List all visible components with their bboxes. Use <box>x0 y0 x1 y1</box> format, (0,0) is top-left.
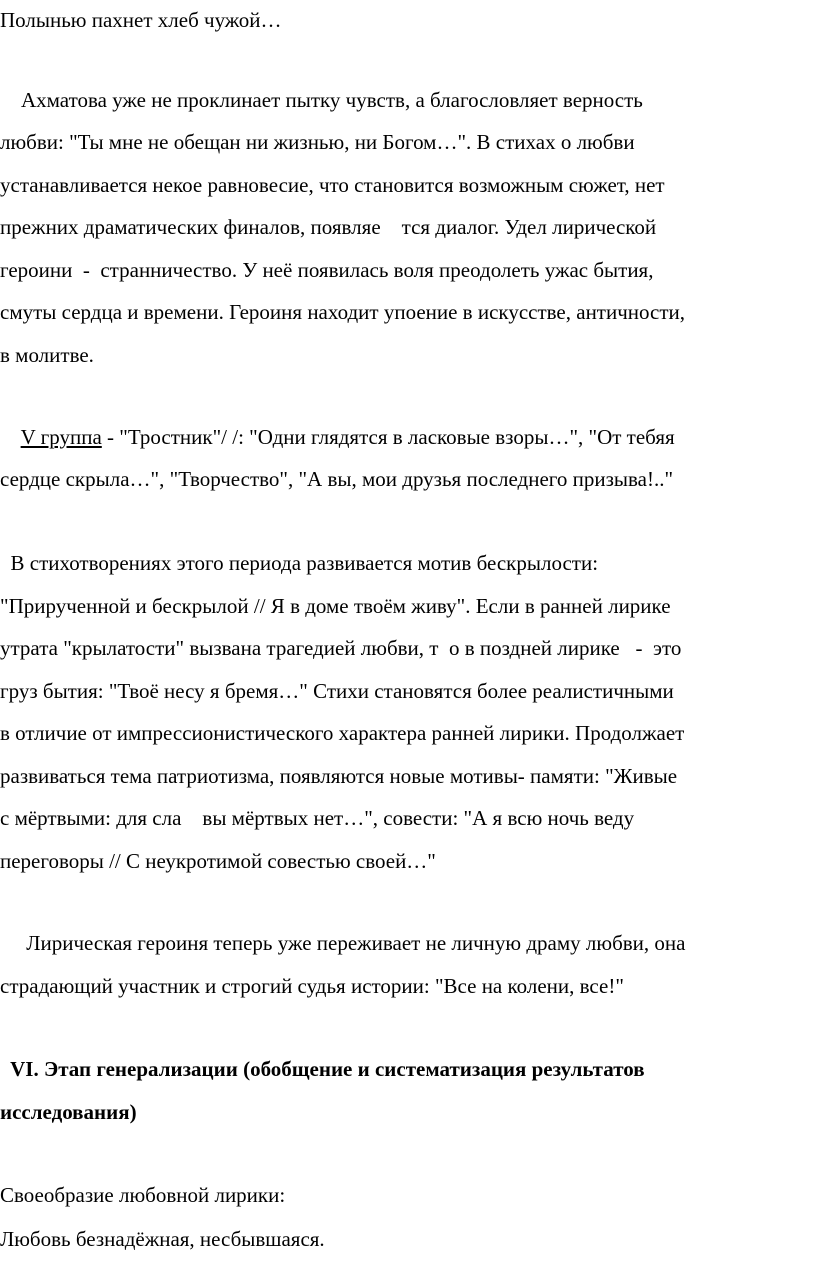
paragraph-line: Любовь безнадёжная, несбывшаяся. <box>0 1227 325 1251</box>
group-label: V группа <box>20 425 102 449</box>
paragraph-line: с мёртвыми: для сла вы мёртвых нет…", совести: "А я всю ночь веду <box>0 806 635 830</box>
paragraph-line: Лирическая героиня теперь уже переживает не личную драму любви, она <box>0 931 686 955</box>
poem-line: Полынью пахнет хлеб чужой… <box>0 8 282 32</box>
paragraph-line: Своеобразие любовной лирики: <box>0 1183 286 1207</box>
paragraph-line: устанавливается некое равновесие, что становится возможным сюжет, нет <box>0 173 665 197</box>
paragraph-line: Ахматова уже не проклинает пытку чувств, а благословляет верность <box>0 88 643 112</box>
paragraph-line: страдающий участник и строгий судья истории: "Все на колени, все!" <box>0 974 624 998</box>
paragraph-line: прежних драматических финалов, появляе тся диалог. Удел лирической <box>0 215 657 239</box>
paragraph-line: В стихотворениях этого периода развивается мотив бескрылости: <box>0 551 599 575</box>
paragraph-line: героини - странничество. У неё появилась воля преодолеть ужас бытия, <box>0 258 654 282</box>
paragraph-line: "Прирученной и бескрылой // Я в доме твоём живу". Если в ранней лирике <box>0 594 671 618</box>
paragraph-line: в молитве. <box>0 343 94 367</box>
paragraph-line: развиваться тема патриотизма, появляются новые мотивы- памяти: "Живые <box>0 764 678 788</box>
paragraph-line: смуты сердца и времени. Героиня находит упоение в искусстве, античности, <box>0 300 686 324</box>
paragraph-line <box>0 427 675 448</box>
heading-line: исследования) <box>0 1100 137 1124</box>
paragraph-line: сердце скрыла…", "Творчество", "А вы, мои друзья последнего призыва!.." <box>0 467 674 491</box>
paragraph-line: любви: "Ты мне не обещан ни жизнью, ни Богом…". В стихах о любви <box>0 130 635 154</box>
paragraph-line: груз бытия: "Твоё несу я бремя…" Стихи становятся более реалистичными <box>0 679 674 703</box>
paragraph-line: переговоры // С неукротимой совестью своей…" <box>0 849 436 873</box>
paragraph-line-rest: - "Тростник"/ /: "Одни глядятся в ласковые взоры…", "От тебяя <box>101 425 675 449</box>
indent <box>0 425 21 449</box>
paragraph-line: утрата "крылатости" вызвана трагедией любви, т о в поздней лирике - это <box>0 636 682 660</box>
paragraph-line: в отличие от импрессионистического характера ранней лирики. Продолжает <box>0 721 685 745</box>
heading-line: VI. Этап генерализации (обобщение и систематизация результатов <box>0 1057 645 1081</box>
